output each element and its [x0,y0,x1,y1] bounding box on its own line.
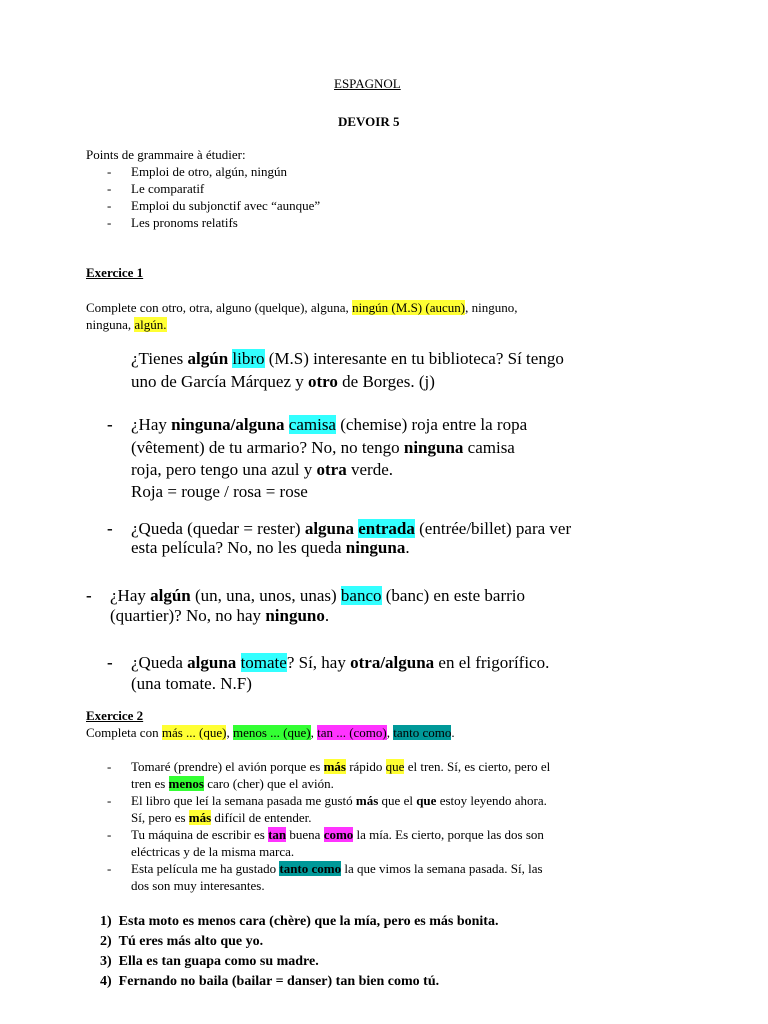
grammar-item: - Emploi du subjonctif avec “aunque” [107,198,321,213]
exercise-1-question-3: - ¿Queda (quedar = rester) alguna entrada (entrée/billet) para ver [107,519,572,538]
grammar-item: - Emploi de otro, algún, ningún [107,164,287,179]
exercise-1-question-2: - ¿Hay ninguna/alguna camisa (chemise) roja entre la ropa [107,415,528,434]
document-title: ESPAGNOL [334,76,401,91]
exercise-1-instructions: Complete con otro, otra, alguno (quelque), alguna, ningún (M.S) (aucun), ninguno, [86,300,518,315]
numbered-item-3: 3) Ella es tan guapa como su madre. [100,954,319,969]
exercise-1-question-1-line2: uno de García Márquez y otro de Borges. (j) [131,372,435,391]
numbered-item-4: 4) Fernando no baila (bailar = danser) tan bien como tú. [100,974,440,989]
exercise-2-instructions: Completa con más ... (que), menos ... (que), tan ... (como), tanto como. [86,725,455,740]
exercise-1-heading: Exercice 1 [86,265,144,280]
assignment-number: DEVOIR 5 [338,114,400,129]
exercise-1-question-5: - ¿Queda alguna tomate? Sí, hay otra/alguna en el frigorífico. [107,653,550,672]
grammar-item: - Les pronoms relatifs [107,215,238,230]
exercise-2-sentence-4: - Esta película me ha gustado tanto como la que vimos la semana pasada. Sí, las [107,861,543,876]
exercise-1-question-4-line2: (quartier)? No, no hay ninguno. [110,606,330,625]
exercise-2-sentence-3: - Tu máquina de escribir es tan buena como la mía. Es cierto, porque las dos son [107,827,544,842]
exercise-2-sentence-3-line2: eléctricas y de la misma marca. [131,844,295,859]
exercise-1-question-3-line2: esta película? No, no les queda ninguna. [131,538,410,557]
exercise-1-question-2-line2: (vêtement) de tu armario? No, no tengo ninguna camisa [131,438,515,457]
exercise-1-question-4: - ¿Hay algún (un, una, unos, unas) banco (banc) en este barrio [86,586,525,605]
exercise-1-question-1: ¿Tienes algún libro (M.S) interesante en tu biblioteca? Sí tengo [131,349,564,368]
exercise-1-instructions-line2: ninguna, algún. [86,317,167,332]
exercise-2-sentence-4-line2: dos son muy interesantes. [131,878,265,893]
exercise-2-heading: Exercice 2 [86,708,144,723]
exercise-2-sentence-2: - El libro que leí la semana pasada me gustó más que el que estoy leyendo ahora. [107,793,547,808]
exercise-2-sentence-1: - Tomaré (prendre) el avión porque es más rápido que el tren. Sí, es cierto, pero el [107,759,551,774]
exercise-1-question-2-note: Roja = rouge / rosa = rose [131,482,308,501]
exercise-1-question-2-line3: roja, pero tengo una azul y otra verde. [131,460,393,479]
numbered-item-2: 2) Tú eres más alto que yo. [100,934,264,949]
exercise-2-sentence-1-line2: tren es menos caro (cher) que el avión. [131,776,334,791]
grammar-item: - Le comparatif [107,181,205,196]
numbered-item-1: 1) Esta moto es menos cara (chère) que la mía, pero es más bonita. [100,914,499,929]
grammar-intro: Points de grammaire à étudier: [86,147,246,162]
exercise-2-sentence-2-line2: Sí, pero es más difícil de entender. [131,810,312,825]
exercise-1-question-5-line2: (una tomate. N.F) [131,674,252,693]
